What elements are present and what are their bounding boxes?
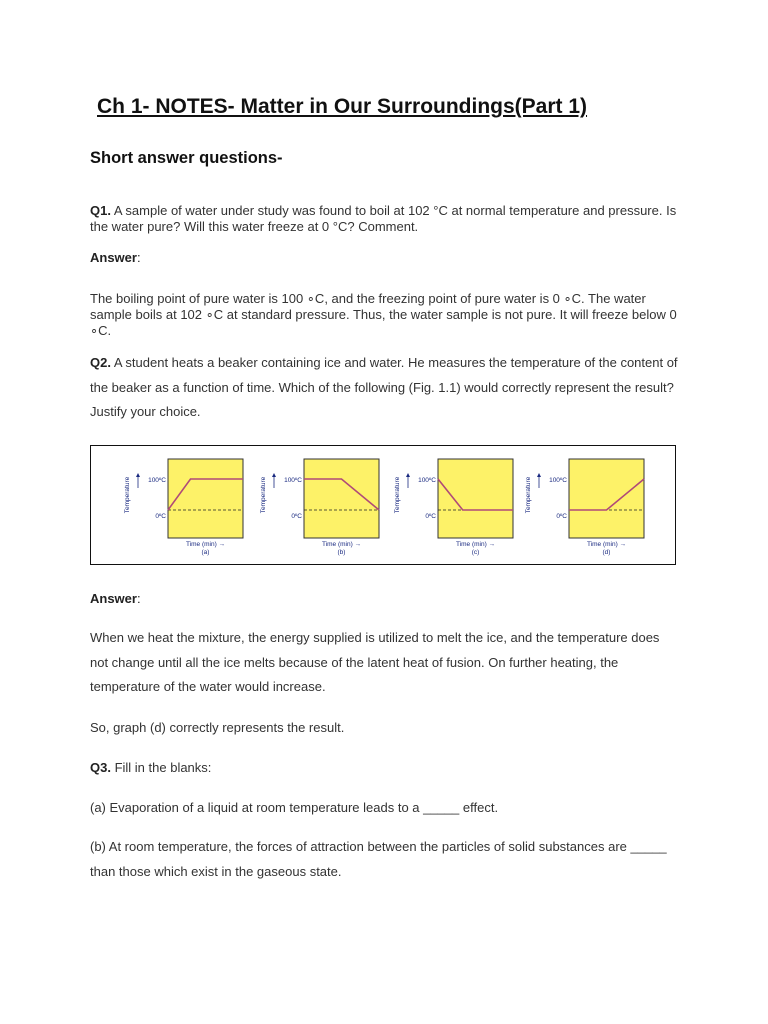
figure-1-1 (90, 445, 676, 565)
graph-b-y-arrowhead (272, 473, 276, 477)
graph-d (525, 459, 644, 556)
question-3-text: Fill in the blanks: (110, 760, 212, 775)
graph-c-label: (c) (471, 549, 480, 556)
question-2-label: Q2. (90, 355, 111, 370)
graph-a-low-label: 0ºC (155, 513, 166, 520)
graph-b-y-label: Temperature (260, 476, 267, 514)
question-1-label: Q1. (90, 203, 111, 218)
answer-2-label-text: Answer (90, 591, 137, 606)
answer-1-label (90, 250, 680, 265)
graph-d-panel (569, 459, 644, 538)
graph-d-label: (d) (602, 549, 611, 556)
graph-b-low-label: 0ºC (291, 513, 302, 520)
graph-d-x-label: Time (min) → (586, 541, 627, 548)
graph-c (394, 459, 513, 556)
graph-d-low-label: 0ºC (556, 513, 567, 520)
question-1-text: A sample of water under study was found to boil at 102 °C at normal temperature and pressure. Is the water pure? Will this water freeze at 0 °C? Comment. (90, 203, 677, 234)
graph-a-panel (168, 459, 243, 538)
question-2 (90, 351, 680, 425)
graph-b-label: (b) (337, 549, 346, 556)
graph-c-high-label: 100ºC (418, 477, 436, 484)
answer-1-text: The boiling point of pure water is 100 ∘C, and the freezing point of pure water is 0 ∘C. The water sample boils at 102 ∘C at standard pressure. Thus, the water sample is not pure. It will freeze below 0 ∘C. (90, 291, 677, 338)
graph-a-x-label: Time (min) → (185, 541, 226, 548)
answer-2-colon: : (136, 591, 141, 606)
answer-2-label (90, 591, 680, 606)
question-3 (90, 760, 680, 775)
question-3-label: Q3. (90, 760, 111, 775)
graph-a-y-arrowhead (136, 473, 140, 477)
graph-c-y-label: Temperature (394, 476, 401, 514)
question-3-part-b: (b) At room temperature, the forces of attraction between the particles of solid substances are _____ than those which exist in the gaseous state. (90, 839, 667, 879)
graph-d-high-label: 100ºC (549, 477, 567, 484)
answer-2-conclusion: So, graph (d) correctly represents the result. (90, 720, 345, 735)
graph-c-x-label: Time (min) → (455, 541, 496, 548)
graph-c-low-label: 0ºC (425, 513, 436, 520)
graph-c-y-arrowhead (406, 473, 410, 477)
graph-b (260, 459, 379, 556)
graph-d-y-arrowhead (537, 473, 541, 477)
answer-1-colon: : (136, 250, 141, 265)
graph-b-x-label: Time (min) → (321, 541, 362, 548)
page-title: Ch 1- NOTES- Matter in Our Surroundings(Part 1) (97, 95, 588, 118)
graph-a-y-label: Temperature (124, 476, 131, 514)
graph-c-panel (438, 459, 513, 538)
answer-2-text: When we heat the mixture, the energy supplied is utilized to melt the ice, and the temperature does not change until all the ice melts because of the latent heat of fusion. On further heating, the temperature of the water would increase. (90, 630, 660, 694)
figure-graphs (91, 446, 677, 566)
graph-b-panel (304, 459, 379, 538)
question-3-part-a: (a) Evaporation of a liquid at room temperature leads to a _____ effect. (90, 800, 499, 815)
question-2-text: A student heats a beaker containing ice and water. He measures the temperature of the content of the beaker as a function of time. Which of the following (Fig. 1.1) would correctly represent the result? Justify your choice. (90, 355, 678, 419)
section-heading: Short answer questions- (90, 149, 283, 167)
graph-b-high-label: 100ºC (284, 477, 302, 484)
graph-a (124, 459, 243, 556)
answer-1-label-text: Answer (90, 250, 137, 265)
question-1 (90, 203, 680, 235)
graph-a-label: (a) (201, 549, 210, 556)
graph-a-high-label: 100ºC (148, 477, 166, 484)
graph-d-y-label: Temperature (525, 476, 532, 514)
